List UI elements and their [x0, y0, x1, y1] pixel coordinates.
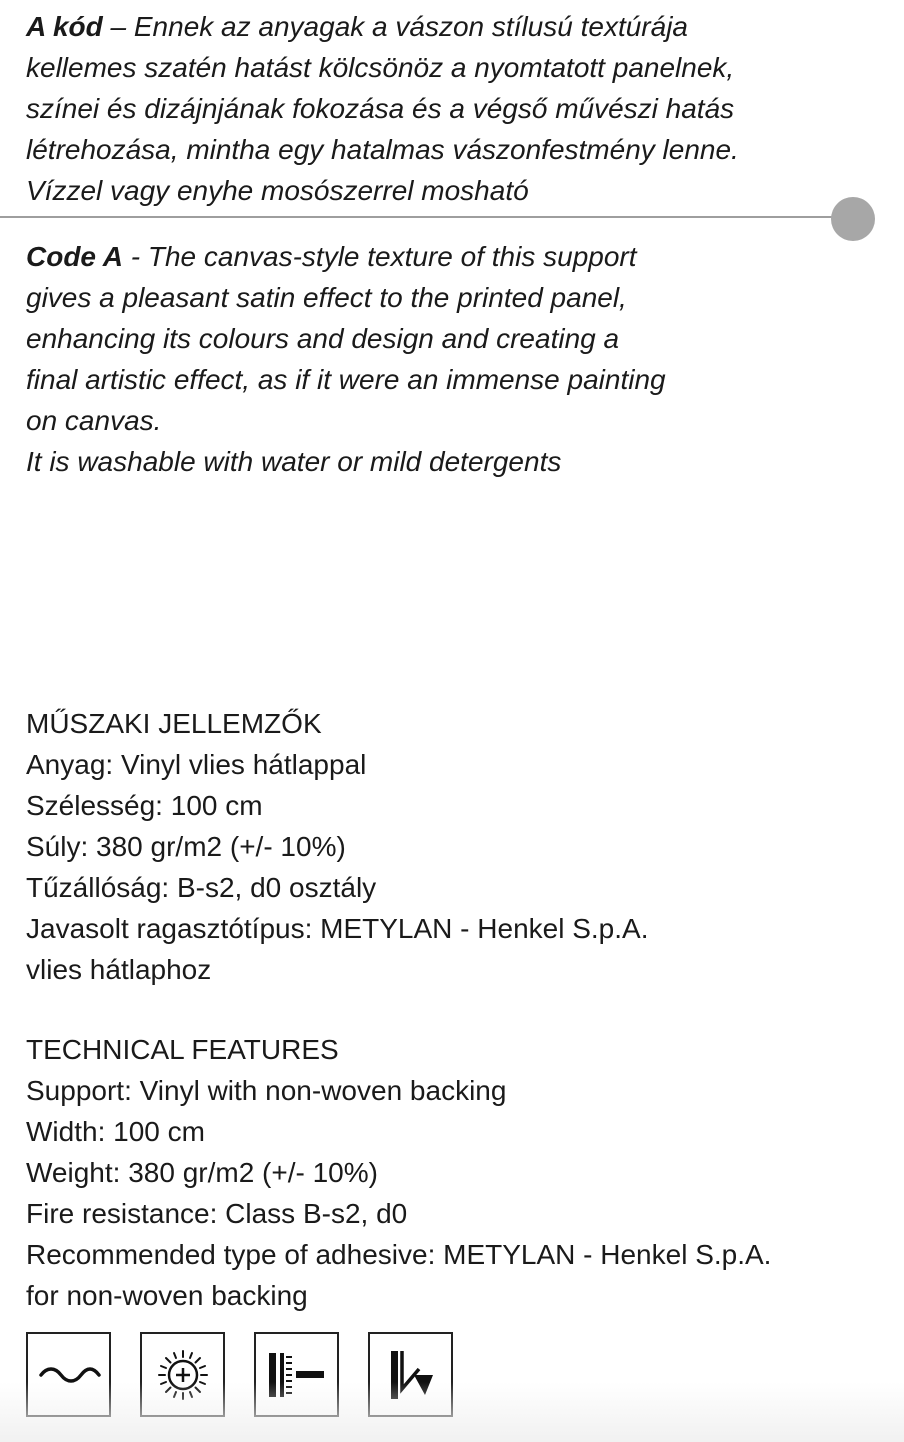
- spec-line: Tűzállóság: B-s2, d0 osztály: [26, 872, 377, 903]
- hungarian-description-line: Vízzel vagy enyhe mosószerrel mosható: [26, 175, 529, 206]
- paste-the-wall-icon: [254, 1332, 339, 1417]
- english-description-line: on canvas.: [26, 405, 162, 436]
- spec-line: for non-woven backing: [26, 1280, 308, 1311]
- hungarian-description-text: – Ennek az anyagak a vászon stílusú textúrája: [102, 11, 688, 42]
- english-description-line: gives a pleasant satin effect to the printed panel,: [26, 282, 627, 313]
- dry-strippable-icon: [368, 1332, 453, 1417]
- spec-line: Support: Vinyl with non-woven backing: [26, 1075, 507, 1106]
- hungarian-specs-heading: MŰSZAKI JELLEMZŐK: [26, 708, 322, 739]
- english-technical-specs: [26, 1029, 771, 1316]
- hungarian-description-line: [26, 6, 739, 47]
- hungarian-description-line: színei és dizájnjának fokozása és a végső művészi hatás: [26, 93, 735, 124]
- spec-line: Width: 100 cm: [26, 1116, 205, 1147]
- hungarian-technical-specs: [26, 703, 648, 990]
- hungarian-description-line: létrehozása, mintha egy hatalmas vászonfestmény lenne.: [26, 134, 739, 165]
- spec-line: Javasolt ragasztótípus: METYLAN - Henkel S.p.A.: [26, 913, 649, 944]
- english-description-text: - The canvas-style texture of this support: [122, 241, 637, 272]
- english-description-line: [26, 236, 666, 277]
- hungarian-code-label: A kód: [26, 11, 103, 42]
- care-icons: [26, 1332, 453, 1417]
- english-description-line: It is washable with water or mild detergents: [26, 446, 562, 477]
- english-code-label: Code A: [26, 241, 123, 272]
- section-divider: [0, 216, 838, 218]
- english-description: [26, 236, 666, 482]
- english-description-line: final artistic effect, as if it were an immense painting: [26, 364, 666, 395]
- divider-knob: [831, 197, 875, 241]
- hungarian-description-line: kellemes szatén hatást kölcsönöz a nyomtatott panelnek,: [26, 52, 735, 83]
- washable-icon: [26, 1332, 111, 1417]
- spec-line: Weight: 380 gr/m2 (+/- 10%): [26, 1157, 378, 1188]
- spec-line: Fire resistance: Class B-s2, d0: [26, 1198, 408, 1229]
- spec-line: Szélesség: 100 cm: [26, 790, 263, 821]
- hungarian-description: [26, 6, 739, 211]
- spec-line: Anyag: Vinyl vlies hátlappal: [26, 749, 367, 780]
- spec-line: vlies hátlaphoz: [26, 954, 212, 985]
- english-specs-heading: TECHNICAL FEATURES: [26, 1034, 339, 1065]
- spec-line: Recommended type of adhesive: METYLAN - Henkel S.p.A.: [26, 1239, 772, 1270]
- light-fastness-icon: [140, 1332, 225, 1417]
- english-description-line: enhancing its colours and design and creating a: [26, 323, 620, 354]
- spec-line: Súly: 380 gr/m2 (+/- 10%): [26, 831, 346, 862]
